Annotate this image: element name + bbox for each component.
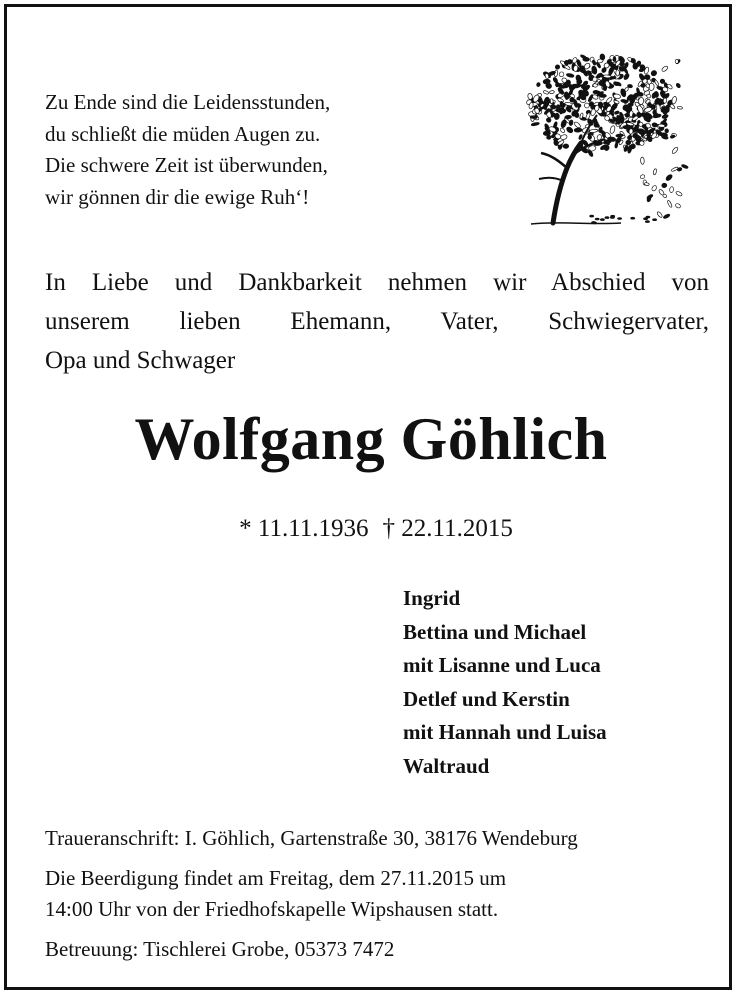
falling-leaf bbox=[675, 83, 681, 89]
leaf bbox=[581, 96, 586, 100]
falling-leaf bbox=[675, 59, 678, 63]
leaf bbox=[588, 135, 592, 139]
falling-leaf bbox=[671, 96, 677, 104]
leaf bbox=[573, 121, 581, 129]
poem-line: wir gönnen dir die ewige Ruh‘! bbox=[45, 184, 310, 209]
life-dates bbox=[7, 512, 744, 546]
ground-leaf bbox=[605, 216, 610, 219]
leaf bbox=[565, 115, 572, 119]
leaf bbox=[593, 83, 598, 87]
leaf bbox=[574, 128, 582, 132]
footer-info bbox=[45, 823, 725, 965]
leaf bbox=[560, 134, 568, 140]
falling-leaf bbox=[681, 164, 688, 169]
falling-leaf bbox=[665, 129, 669, 133]
falling-leaf bbox=[675, 191, 682, 197]
leaf bbox=[527, 93, 533, 100]
obituary-notice bbox=[4, 4, 732, 990]
falling-leaf bbox=[671, 146, 679, 154]
falling-leaf bbox=[654, 80, 659, 87]
death-date: † 22.11.2015 bbox=[382, 515, 513, 542]
leaf bbox=[583, 57, 590, 61]
leaf bbox=[606, 97, 613, 104]
falling-leaf bbox=[661, 65, 669, 72]
falling-leaf bbox=[656, 211, 663, 218]
funeral-info-line: 14:00 Uhr von der Friedhofskapelle Wipshausen statt. bbox=[45, 897, 499, 921]
leaf bbox=[633, 63, 638, 69]
leaf bbox=[553, 140, 559, 146]
ground-leaf bbox=[595, 218, 600, 221]
leaf bbox=[566, 126, 574, 134]
family-member: Ingrid bbox=[403, 586, 461, 610]
falling-leaf bbox=[662, 194, 667, 199]
leaf bbox=[609, 125, 615, 134]
falling-leaf bbox=[669, 186, 674, 192]
leaf bbox=[550, 99, 553, 104]
family-member: Waltraud bbox=[403, 753, 490, 778]
deceased-name: Wolfgang Göhlich bbox=[134, 406, 608, 472]
leaf bbox=[543, 79, 551, 85]
intro-text bbox=[45, 263, 709, 380]
leaf bbox=[549, 90, 554, 94]
leaf bbox=[555, 64, 561, 70]
falling-leaf bbox=[646, 194, 653, 200]
leaf bbox=[546, 135, 551, 140]
leaf bbox=[574, 112, 579, 118]
falling-leaf bbox=[671, 166, 679, 171]
ground-leaf bbox=[617, 217, 622, 220]
funeral-info-line: Die Beerdigung findet am Freitag, dem 27.11.2015 um bbox=[45, 865, 507, 890]
falling-leaf bbox=[665, 174, 673, 182]
family-member: Detlef und Kerstin bbox=[403, 686, 570, 711]
leaf bbox=[592, 60, 597, 66]
falling-leaf bbox=[651, 185, 657, 192]
poem-line: du schließt die müden Augen zu. bbox=[45, 121, 321, 146]
ground-leaf bbox=[646, 216, 651, 219]
leaf bbox=[563, 144, 569, 149]
falling-leaf bbox=[675, 203, 681, 209]
leaf bbox=[546, 117, 552, 123]
falling-leaf bbox=[653, 169, 657, 175]
falling-leaf bbox=[663, 98, 667, 104]
ground-leaf bbox=[600, 218, 605, 221]
tree-icon bbox=[501, 43, 691, 228]
ground-leaf bbox=[645, 220, 650, 223]
leaf bbox=[564, 60, 569, 65]
falling-leaf bbox=[640, 174, 646, 179]
leaf bbox=[543, 90, 549, 95]
falling-leaf bbox=[662, 114, 669, 119]
falling-leaf bbox=[640, 157, 644, 164]
falling-leaf bbox=[663, 213, 671, 219]
ground-leaf bbox=[589, 215, 594, 218]
leaf bbox=[573, 65, 578, 71]
leaf bbox=[627, 84, 632, 88]
leaf bbox=[558, 71, 565, 78]
leaf bbox=[658, 98, 662, 105]
leaf bbox=[623, 73, 630, 81]
leaf bbox=[531, 122, 540, 126]
leaf bbox=[560, 119, 567, 128]
intro-line: Opa und Schwager bbox=[45, 347, 236, 374]
family-member: Bettina und Michael bbox=[403, 619, 587, 644]
leaf bbox=[530, 116, 537, 119]
leaf bbox=[652, 122, 658, 127]
intro-line: In Liebe und Dankbarkeit nehmen wir Abschied von bbox=[45, 269, 709, 296]
leaf bbox=[589, 129, 598, 133]
poem bbox=[45, 87, 330, 213]
family-member: mit Lisanne und Luca bbox=[403, 653, 601, 677]
intro-line: unserem lieben Ehemann, Vater, Schwiegervater, bbox=[45, 308, 709, 335]
leaf bbox=[614, 110, 619, 114]
ground-leaf bbox=[652, 218, 657, 221]
leaf bbox=[554, 113, 560, 120]
falling-leaf bbox=[670, 134, 675, 138]
poem-line: Die schwere Zeit ist überwunden, bbox=[45, 153, 328, 177]
falling-leaf bbox=[661, 183, 667, 188]
poem-line: Zu Ende sind die Leidensstunden, bbox=[45, 90, 331, 114]
leaf bbox=[616, 70, 620, 76]
leaf bbox=[536, 82, 541, 87]
falling-leaf bbox=[677, 106, 682, 109]
leaf bbox=[566, 73, 574, 78]
mourning-address: Traueranschrift: I. Göhlich, Gartenstraße 30, 38176 Wendeburg bbox=[45, 826, 578, 850]
leaf bbox=[650, 70, 657, 77]
falling-leaf bbox=[667, 200, 673, 208]
family-list bbox=[403, 582, 607, 783]
birth-date: * 11.11.1936 bbox=[239, 515, 369, 542]
leaf bbox=[653, 91, 658, 98]
family-member: mit Hannah und Luisa bbox=[403, 720, 607, 744]
leaf bbox=[601, 131, 606, 138]
leaf bbox=[613, 57, 616, 61]
leaf bbox=[559, 127, 565, 133]
leaf bbox=[575, 74, 581, 81]
ground-leaf bbox=[630, 217, 635, 220]
leaf bbox=[560, 101, 564, 106]
care-info: Betreuung: Tischlerei Grobe, 05373 7472 bbox=[45, 936, 395, 961]
leaf bbox=[552, 77, 558, 84]
leaf bbox=[569, 120, 574, 126]
ground-leaf bbox=[610, 216, 615, 219]
